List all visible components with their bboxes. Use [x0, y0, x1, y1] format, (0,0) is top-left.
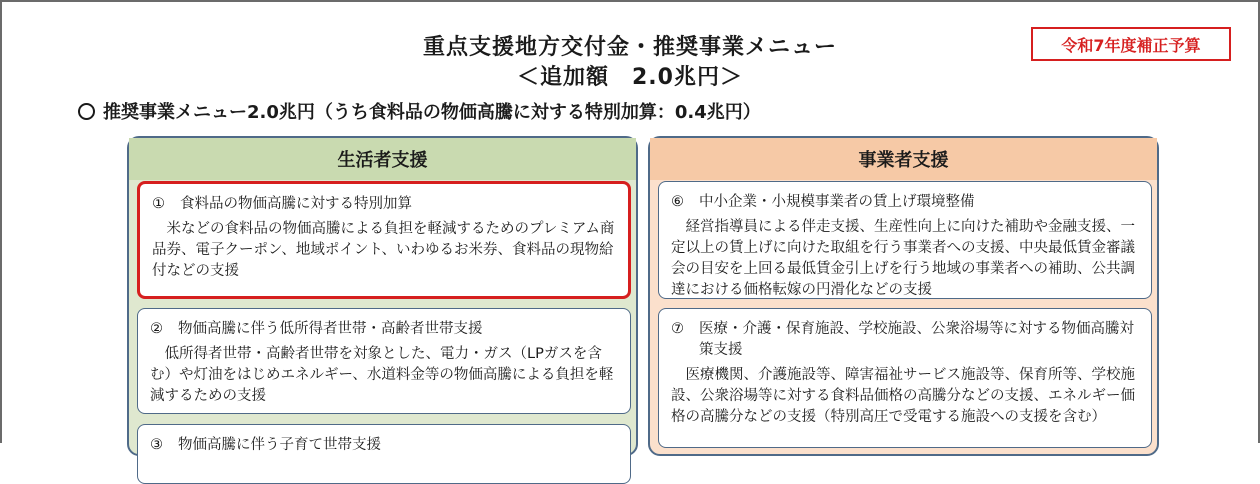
menu-item-7: [658, 308, 1152, 448]
menu-item-title-text: 食料品の物価高騰に対する特別加算: [180, 196, 412, 212]
menu-item-2: [137, 308, 631, 414]
menu-item-title-text: 物価高騰に伴う子育て世帯支援: [178, 437, 381, 453]
menu-item-title: [152, 194, 616, 215]
menu-item-1: [137, 181, 631, 299]
menu-item-title-text: 物価高騰に伴う低所得者世帯・高齢者世帯支援: [178, 321, 483, 337]
menu-item-number: ⑥: [671, 194, 684, 210]
panel-business-support: [648, 136, 1159, 456]
menu-item-title: [671, 192, 1139, 213]
menu-item-title: [150, 319, 618, 340]
menu-item-6: [658, 181, 1152, 299]
page-title: 重点支援地方交付金・推奨事業メニュー: [422, 35, 837, 60]
panel-heading: 生活者支援: [129, 138, 636, 180]
menu-item-title-text: 中小企業・小規模事業者の賃上げ環境整備: [699, 194, 975, 210]
menu-item-title: [150, 435, 618, 456]
menu-item-body: 低所得者世帯・高齢者世帯を対象とした、電力・ガス（LPガスを含む）や灯油をはじめエネルギー、水道料金等の物価高騰による負担を軽減するための支援: [150, 346, 614, 404]
circle-bullet-icon: [78, 103, 95, 120]
menu-item-3: [137, 424, 631, 484]
menu-item-body: 米などの食料品の物価高騰による負担を軽減するためのプレミアム商品券、電子クーポン、地域ポイント、いわゆるお米券、食料品の現物給付などの支援: [152, 221, 615, 279]
frame-top-border: [0, 0, 1260, 2]
panel-consumer-support: [127, 136, 638, 456]
budget-badge: 令和7年度補正予算: [1031, 27, 1231, 61]
page-subtitle: ＜追加額 2.0兆円＞: [517, 65, 743, 90]
lead-text: 推奨事業メニュー2.0兆円（うち食料品の物価高騰に対する特別加算：0.4兆円）: [103, 102, 761, 123]
menu-item-title-text: 医療・介護・保育施設、学校施設、公衆浴場等に対する物価高騰対策支援: [699, 321, 1134, 358]
menu-item-body: 医療機関、介護施設等、障害福祉サービス施設等、保育所等、学校施設、公衆浴場等に対する食料品価格の高騰分などの支援、エネルギー価格の高騰分などの支援（特別高圧で受電する施設への支援を含む）: [671, 367, 1135, 425]
menu-item-number: ③: [150, 437, 163, 453]
menu-item-number: ②: [150, 321, 163, 337]
menu-item-body: 経営指導員による伴走支援、生産性向上に向けた補助や金融支援、一定以上の賃上げに向けた取組を行う事業者への支援、中央最低賃金審議会の目安を上回る最低賃金引上げを行う地域の事業者への補助、公共調達における価格転嫁の円滑化などの支援: [671, 219, 1135, 298]
menu-item-number: ①: [152, 196, 165, 212]
panel-heading: 事業者支援: [650, 138, 1157, 180]
menu-item-title: [671, 319, 1139, 361]
lead-line: [78, 98, 761, 124]
menu-item-number: ⑦: [671, 321, 684, 337]
